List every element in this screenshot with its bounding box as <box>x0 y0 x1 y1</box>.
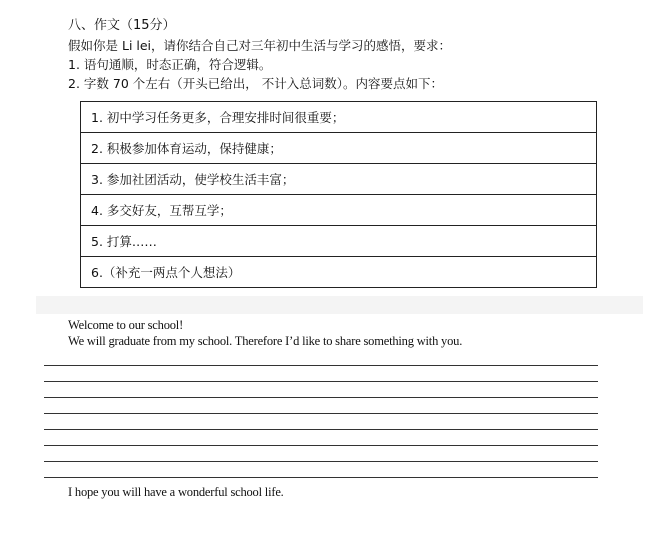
writing-line <box>44 397 598 398</box>
writing-line <box>44 477 598 478</box>
writing-line <box>44 445 598 446</box>
table-row <box>81 257 597 288</box>
writing-line <box>44 461 598 462</box>
writing-line <box>44 381 598 382</box>
writing-line <box>44 365 598 366</box>
section-title: 八、作文（15分） <box>68 18 176 33</box>
table-row <box>81 102 597 133</box>
content-point-4: 4. 多交好友，互帮互学； <box>81 195 597 226</box>
content-point-5: 5. 打算…… <box>81 226 597 257</box>
content-point-6: 6.（补充一两点个人想法） <box>81 257 597 288</box>
content-point-2: 2. 积极参加体育运动，保持健康； <box>81 133 597 164</box>
prompt-line-3: 2. 字数 70 个左右（开头已给出， 不计入总词数）。内容要点如下： <box>68 76 443 91</box>
essay-opening-line-2: We will graduate from my school. Therefore I’d like to share something with you. <box>68 334 463 348</box>
content-point-3: 3. 参加社团活动，使学校生活丰富； <box>81 164 597 195</box>
prompt-line-2: 1. 语句通顺，时态正确，符合逻辑。 <box>68 57 272 72</box>
essay-closing-line: I hope you will have a wonderful school life. <box>68 485 284 499</box>
table-row <box>81 195 597 226</box>
shaded-band <box>36 296 643 314</box>
content-point-1: 1. 初中学习任务更多，合理安排时间很重要； <box>81 102 597 133</box>
table-row <box>81 133 597 164</box>
essay-opening-line-1: Welcome to our school! <box>68 318 184 332</box>
writing-line <box>44 413 598 414</box>
table-row <box>81 164 597 195</box>
table-row <box>81 226 597 257</box>
prompt-line-1: 假如你是 Li lei，请你结合自己对三年初中生活与学习的感悟，要求： <box>68 38 452 53</box>
content-points-table <box>80 101 597 288</box>
writing-line <box>44 429 598 430</box>
